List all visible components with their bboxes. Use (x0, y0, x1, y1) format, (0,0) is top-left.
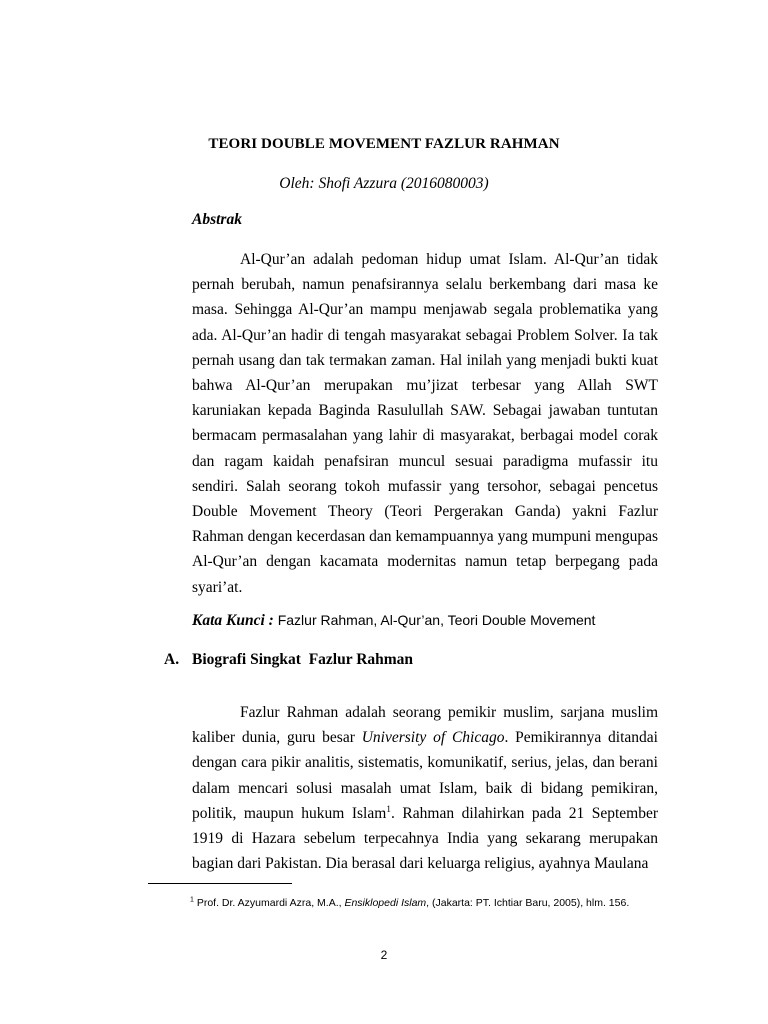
keywords-line (192, 612, 595, 630)
footnote (148, 891, 668, 915)
section-heading (164, 651, 413, 669)
university-name: University of Chicago (361, 729, 505, 747)
abstract-heading: Abstrak (192, 211, 242, 228)
section-title: Biografi Singkat Fazlur Rahman (192, 651, 414, 668)
page-number: 2 (380, 948, 388, 962)
keywords-values: Fazlur Rahman, Al-Qur’an, Teori Double Movement (277, 612, 596, 628)
section-text-part-3: . Rahman dilahirkan pada 21 September 1919 di Hazara sebelum terpecahnya India yang sekarang merupakan bagian dari Pakistan. Dia berasal dari keluarga religius, ayahnya Maulana (192, 804, 658, 873)
section-text-part-2: . Pemikirannya ditandai dengan cara pikir analitis, sistematis, komunikatif, serius, jelas, dan berani dalam mencari solusi masalah umat Islam, baik di bidang pemikiran, politik, maupun hukum Islam (192, 729, 658, 822)
section-body-paragraph (192, 700, 658, 876)
section-number: A. (164, 651, 180, 668)
keywords-label: Kata Kunci : (192, 612, 274, 629)
abstract-body: Al-Qur’an adalah pedoman hidup umat Islam. Al-Qur’an tidak pernah berubah, namun penafsirannya selalu berkembang dari masa ke masa. Sehingga Al-Qur’an mampu menjawab segala problematika yang ada. Al-Qur’an hadir di tengah masyarakat sebagai Problem Solver. Ia tak pernah usang dan tak termakan zaman. Hal inilah yang menjadi bukti kuat bahwa Al-Qur’an merupakan mu’jizat terbesar yang Allah SWT karuniakan kepada Baginda Rasulullah SAW. Sebagai jawaban tuntutan bermacam permasalahan yang lahir di masyarakat, berbagai model corak dan ragam kaidah penafsiran muncul sesuai paradigma mufassir itu sendiri. Salah seorang tokoh mufassir yang tersohor, sebagai pencetus Double Movement Theory (Teori Pergerakan Ganda) yakni Fazlur Rahman dengan kecerdasan dan kemampuannya yang mumpuni mengupas Al-Qur’an dengan kacamata modernitas namun tetap berpegang pada syari’at. (192, 251, 658, 596)
footnote-reference[interactable]: 1 (386, 804, 392, 815)
footnote-marker: 1 (190, 896, 194, 904)
document-title: TEORI DOUBLE MOVEMENT FAZLUR RAHMAN (208, 136, 560, 152)
footnote-text-part-1: Prof. Dr. Azyumardi Azra, M.A., (193, 897, 345, 909)
author-line: Oleh: Shofi Azzura (2016080003) (279, 175, 489, 192)
footnote-divider (148, 883, 292, 884)
footnote-book-title: Ensiklopedi Islam (344, 897, 427, 909)
section-text-part-1: Fazlur Rahman adalah seorang pemikir muslim, sarjana muslim kaliber dunia, guru besar (192, 704, 658, 747)
footnote-text-part-2: , (Jakarta: PT. Ichtiar Baru, 2005), hlm. 156. (426, 897, 630, 909)
